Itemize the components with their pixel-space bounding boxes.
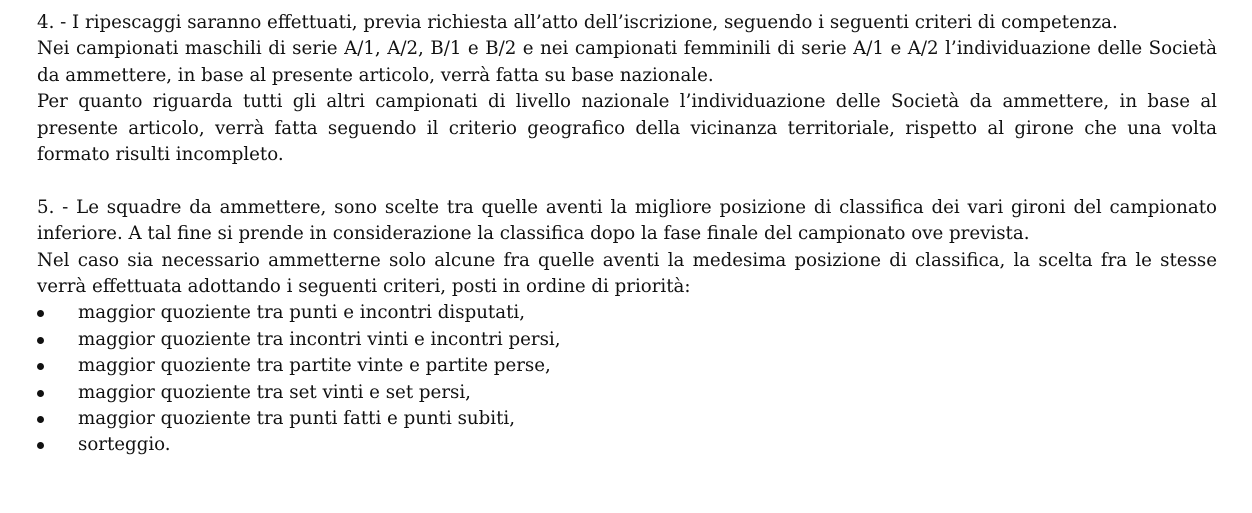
section-4-paragraph-3: Per quanto riguarda tutti gli altri campionati di livello nazionale l’individuazione delle Società da ammettere, in base al presente articolo, verrà fatta seguendo il criterio geografico della vicinanza territoriale, rispetto al girone che una volta formato risulti incompleto. bbox=[37, 91, 1217, 166]
list-item-text: maggior quoziente tra incontri vinti e incontri persi, bbox=[78, 328, 561, 350]
section-5-paragraph-2: Nel caso sia necessario ammetterne solo alcune fra quelle aventi la medesima posizione di classifica, la scelta fra le stesse verrà effettuata adottando i seguenti criteri, posti in ordine di priorità: bbox=[37, 249, 1217, 298]
section-5-paragraph-1: 5. - Le squadre da ammettere, sono scelte tra quelle aventi la migliore posizione di classifica dei vari gironi del campionato inferiore. A tal fine si prende in considerazione la classifica dopo la fase finale del campionato ove prevista. bbox=[37, 196, 1217, 245]
paragraph-gap bbox=[37, 168, 1217, 194]
section-4-paragraph-2: Nei campionati maschili di serie A/1, A/2, B/1 e B/2 e nei campionati femminili di serie A/1 e A/2 l’individuazione delle Società da ammettere, in base al presente articolo, verrà fatta su base nazionale. bbox=[37, 38, 1217, 86]
list-item bbox=[37, 380, 1217, 406]
bullet-icon bbox=[37, 310, 44, 317]
list-item-text: maggior quoziente tra partite vinte e partite perse, bbox=[78, 355, 551, 377]
list-item-text: sorteggio. bbox=[78, 434, 171, 456]
list-item bbox=[37, 300, 1217, 326]
section-4-paragraph-1: 4. - I ripescaggi saranno effettuati, previa richiesta all’atto dell’iscrizione, seguendo i seguenti criteri di competenza. bbox=[37, 12, 1118, 33]
bullet-icon bbox=[37, 390, 44, 397]
bullet-icon bbox=[37, 416, 44, 423]
document-page bbox=[37, 10, 1217, 459]
bullet-icon bbox=[37, 337, 44, 344]
list-item bbox=[37, 353, 1217, 379]
bullet-icon bbox=[37, 363, 44, 370]
list-item bbox=[37, 327, 1217, 353]
list-item bbox=[37, 432, 1217, 458]
list-item-text: maggior quoziente tra punti e incontri disputati, bbox=[78, 302, 525, 324]
list-item-text: maggior quoziente tra set vinti e set persi, bbox=[78, 381, 471, 403]
list-item bbox=[37, 406, 1217, 432]
list-item-text: maggior quoziente tra punti fatti e punti subiti, bbox=[78, 408, 515, 430]
bullet-icon bbox=[37, 442, 44, 449]
criteria-list bbox=[37, 300, 1217, 458]
